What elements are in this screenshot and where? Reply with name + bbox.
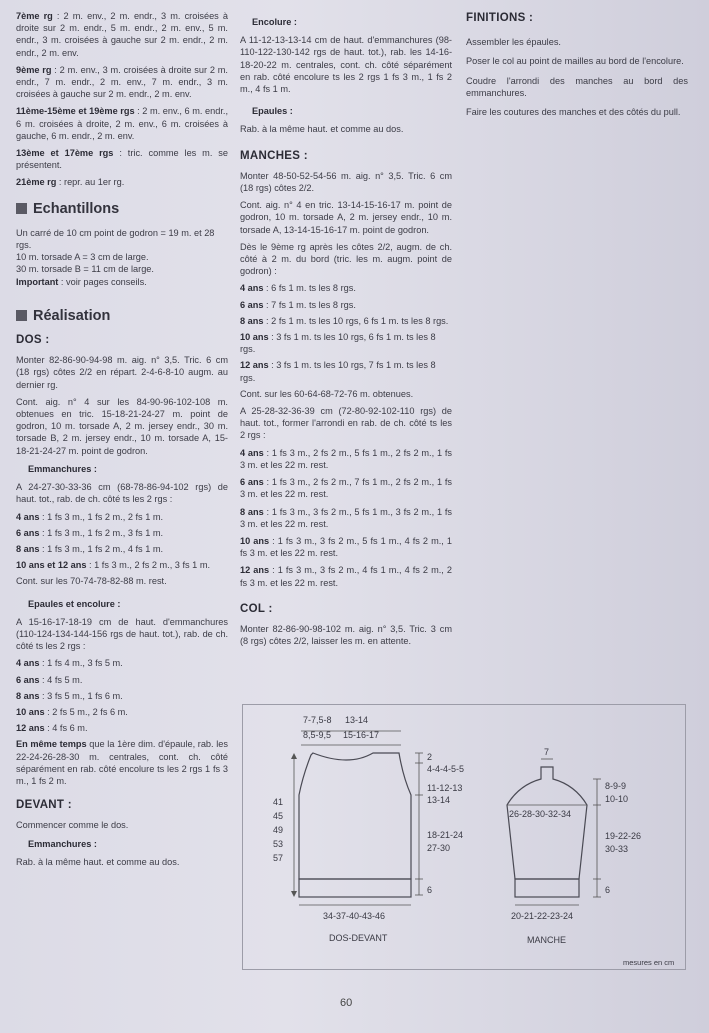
manche-caption: MANCHE (527, 935, 567, 945)
meme-temps-paragraph: En même temps que la 1ère dim. d'épaule, rab. les 22-24-26-28-30 m. centrales, cont. ch. côté séparément en rab. côté encolure ts les 2 rgs 1 fs 3 m., 1 fs 2 m. (16, 739, 228, 786)
dos-paragraph: Cont. aig. n° 4 sur les 84-90-96-102-108 m. obtenues en tric. 15-18-21-24-27 m. point de godron, 10 m. torsade A, 2 m. jersey endr., 30 m. torsade B, 2 m. jersey endr., 10 m. torsade A, 15-18-21-24-27 m. point de godron. (16, 396, 228, 456)
size-row: 4 ans : 1 fs 4 m., 3 fs 5 m. (16, 658, 123, 669)
dos-right-label: 2 (427, 752, 433, 762)
row-13-17: 13ème et 17ème rgs : tric. comme les m. se présentent. (16, 148, 228, 171)
row-21: 21ème rg : repr. au 1er rg. (16, 177, 125, 188)
echantillons-line: 10 m. torsade A = 3 cm de large. (16, 252, 149, 263)
manches-cont: Cont. sur les 60-64-68-72-76 m. obtenues. (240, 388, 414, 399)
epaules-title: Epaules : (252, 106, 293, 117)
dos-left-label: 53 (273, 839, 284, 849)
dos-left-label: 41 (273, 797, 284, 807)
finitions-line: Faire les coutures des manches et des côtés du pull. (466, 107, 681, 118)
square-bullet-icon (16, 310, 27, 321)
manche-top-label: 7 (544, 747, 550, 757)
echantillons-line: Un carré de 10 cm point de godron = 19 m. et 28 rgs. (16, 227, 215, 251)
emmanchures-paragraph: A 24-27-30-33-36 cm (68-78-86-94-102 rgs) de haut. tot., rab. de ch. côté ts les 2 rgs : (16, 482, 228, 505)
dos-rib-band (299, 879, 411, 897)
dos-width-label: 34-37-40-43-46 (323, 911, 386, 921)
square-bullet-icon (16, 203, 27, 214)
dos-left-label: 57 (273, 853, 284, 863)
arrow-head-icon (291, 753, 297, 759)
size-row: 4 ans : 1 fs 3 m., 1 fs 2 m., 2 fs 1 m. (16, 511, 164, 522)
dos-left-label: 49 (273, 825, 284, 835)
finitions-line: Coudre l'arrondi des manches au bord des emmanchures. (466, 75, 688, 98)
size-row: 8 ans : 1 fs 3 m., 1 fs 2 m., 4 fs 1 m. (16, 543, 164, 554)
manche-right-label: 30-33 (605, 844, 629, 854)
row-9: 9ème rg : 2 m. env., 3 m. croisées à droite sur 2 m. endr., 7 m. endr., 2 m. env., 7 m. endr., 3 m. croisées à gauche sur 2 m. endr., 2 m. env. (16, 64, 228, 100)
schematic-svg (243, 705, 685, 969)
epaules-encolure-title: Epaules et encolure : (28, 598, 121, 609)
finitions-line: Assembler les épaules. (466, 37, 561, 48)
size-row: 4 ans : 6 fs 1 m. ts les 8 rgs. (240, 283, 356, 294)
encolure-title: Encolure : (252, 17, 297, 27)
size-row: 10 ans : 2 fs 5 m., 2 fs 6 m. (16, 706, 128, 717)
manches-title: MANCHES : (240, 149, 308, 162)
dos-top-label: 13-14 (345, 715, 369, 725)
devant-paragraph: Commencer comme le dos. (16, 820, 129, 831)
dos-right-label: 6 (427, 885, 433, 895)
dos-right-label: 13-14 (427, 795, 451, 805)
dos-right-label: 18-21-24 (427, 830, 464, 840)
size-row: 8 ans : 3 fs 5 m., 1 fs 6 m. (16, 690, 123, 701)
size-row: 10 ans et 12 ans : 1 fs 3 m., 2 fs 2 m., 3 fs 1 m. (16, 560, 211, 571)
manches-paragraph: A 25-28-32-36-39 cm (72-80-92-102-110 rgs) de haut. tot., former l'arrondi en rab. de ch. côté ts les 2 rgs : (240, 406, 452, 441)
dos-paragraph: Monter 82-86-90-94-98 m. aig. n° 3,5. Tric. 6 cm (18 rgs) côtes 2/2 en répart. 2-4-6-8-10 augm. au dernier rg. (16, 355, 228, 390)
finitions-line: Poser le col au point de mailles au bord de l'encolure. (466, 56, 684, 67)
manche-right-label: 19-22-26 (605, 831, 642, 841)
size-row: 8 ans : 1 fs 3 m., 3 fs 2 m., 5 fs 1 m., 3 fs 2 m., 1 fs 3 m. et les 22 m. rest. (240, 506, 452, 529)
dos-left-label: 45 (273, 811, 284, 821)
size-row: 10 ans : 3 fs 1 m. ts les 10 rgs, 6 fs 1 m. ts les 8 rgs. (240, 332, 436, 355)
column-left (16, 10, 228, 873)
arrow-head-icon (291, 891, 297, 897)
col-paragraph: Monter 82-86-90-98-102 m. aig. n° 3,5. Tric. 3 cm (8 rgs) côtes 2/2, laisser les m. en attente. (240, 623, 452, 647)
unit-label: mesures en cm (623, 958, 675, 967)
manches-paragraph: Monter 48-50-52-54-56 m. aig. n° 3,5. Tric. 6 cm (18 rgs) côtes 2/2. (240, 170, 452, 194)
important-note: Important : voir pages conseils. (16, 276, 147, 287)
dos-devant-outline (299, 753, 411, 879)
size-row: 6 ans : 1 fs 3 m., 2 fs 2 m., 7 fs 1 m., 2 fs 2 m., 1 fs 3 m. et les 22 m. rest. (240, 477, 452, 500)
devant-emmanchures-paragraph: Rab. à la même haut. et comme au dos. (16, 856, 180, 867)
manches-paragraph: Dès le 9ème rg après les côtes 2/2, augm. de ch. côté à 2 m. du bord (tric. les m. augm. point de godron) : (240, 241, 452, 277)
row-7: 7ème rg : 2 m. env., 2 m. endr., 3 m. croisées à droite sur 2 m. endr., 5 m. endr., 2 m. env., 5 m. endr., 3 m. croisées à gauche sur 2 m. endr., 2 m. endr., 2 m. env. (16, 11, 228, 58)
dos-top-label: 15-16-17 (343, 730, 380, 740)
dos-right-label: 27-30 (427, 843, 451, 853)
epaules-paragraph: A 15-16-17-18-19 cm de haut. d'emmanchures (110-124-134-144-156 rgs de haut. tot.), rab. de ch. côté ts les 2 rgs : (16, 616, 228, 652)
size-row: 12 ans : 3 fs 1 m. ts les 10 rgs, 7 fs 1 m. ts les 8 rgs. (240, 360, 436, 383)
devant-title: DEVANT : (16, 799, 72, 812)
column-middle (240, 16, 452, 652)
row-11-15-19: 11ème-15ème et 19ème rgs : 2 m. env., 6 m. endr., 6 m. croisées à droite, 2 m. env., 6 m. croisées à gauche, 6 m. endr., 2 m. env. (16, 106, 229, 141)
emmanchures-cont: Cont. sur les 70-74-78-82-88 m. rest. (16, 576, 167, 587)
dos-right-label: 11-12-13 (427, 783, 463, 793)
size-row: 12 ans : 4 fs 6 m. (16, 723, 88, 734)
manche-rib-band (515, 879, 579, 897)
dos-title: DOS : (16, 334, 50, 347)
column-right (466, 12, 688, 125)
manche-right-label: 8-9-9 (605, 781, 627, 791)
echantillons-heading: Echantillons (16, 203, 228, 215)
size-row: 6 ans : 4 fs 5 m. (16, 674, 83, 685)
encolure-paragraph: A 11-12-13-13-14 cm de haut. d'emmanchures (98-110-122-130-142 rgs de haut. tot.), rab. les 14-16-18-20-22 m. centrales, cont. ch. côté séparément en rab. côté encolure ts les 2 rgs 1 fs 3 m., 1 fs 2 m., 4 fs 1 m. (240, 35, 452, 95)
manche-width-bottom-label: 20-21-22-23-24 (511, 911, 574, 921)
schematic-diagram (242, 704, 686, 970)
realisation-heading: Réalisation (16, 310, 228, 322)
size-row: 4 ans : 1 fs 3 m., 2 fs 2 m., 5 fs 1 m., 2 fs 2 m., 1 fs 3 m. et les 22 m. rest. (240, 447, 452, 470)
emmanchures-title: Emmanchures : (28, 463, 97, 474)
dos-caption: DOS-DEVANT (329, 933, 388, 943)
size-row: 6 ans : 1 fs 3 m., 1 fs 2 m., 3 fs 1 m. (16, 527, 164, 538)
manche-right-label: 10-10 (605, 794, 629, 804)
size-row: 8 ans : 2 fs 1 m. ts les 10 rgs, 6 fs 1 m. ts les 8 rgs. (240, 315, 449, 326)
size-row: 12 ans : 1 fs 3 m., 3 fs 2 m., 4 fs 1 m., 4 fs 2 m., 2 fs 3 m. et les 22 m. rest. (240, 565, 452, 588)
size-row: 10 ans : 1 fs 3 m., 3 fs 2 m., 5 fs 1 m., 4 fs 2 m., 1 fs 3 m. et les 22 m. rest. (240, 535, 452, 559)
manche-outline (507, 767, 587, 879)
col-title: COL : (240, 602, 273, 615)
manche-width-top-label: 26-28-30-32-34 (509, 809, 572, 819)
devant-emmanchures-title: Emmanchures : (28, 838, 97, 849)
manche-right-label: 6 (605, 885, 611, 895)
manches-paragraph: Cont. aig. n° 4 en tric. 13-14-15-16-17 m. point de godron, 10 m. torsade A, 2 m. jersey endr., 10 m. torsade A, 13-14-15-16-17 m. point de godron. (240, 200, 452, 235)
dos-top-label: 8,5-9,5 (303, 730, 332, 740)
dos-top-label: 7-7,5-8 (303, 715, 332, 725)
epaules-paragraph: Rab. à la même haut. et comme au dos. (240, 124, 404, 135)
size-row: 6 ans : 7 fs 1 m. ts les 8 rgs. (240, 299, 356, 310)
echantillons-line: 30 m. torsade B = 11 cm de large. (16, 264, 154, 275)
dos-right-label: 4-4-4-5-5 (427, 764, 465, 774)
finitions-title: FINITIONS : (466, 12, 534, 24)
page-number: 60 (340, 997, 353, 1009)
